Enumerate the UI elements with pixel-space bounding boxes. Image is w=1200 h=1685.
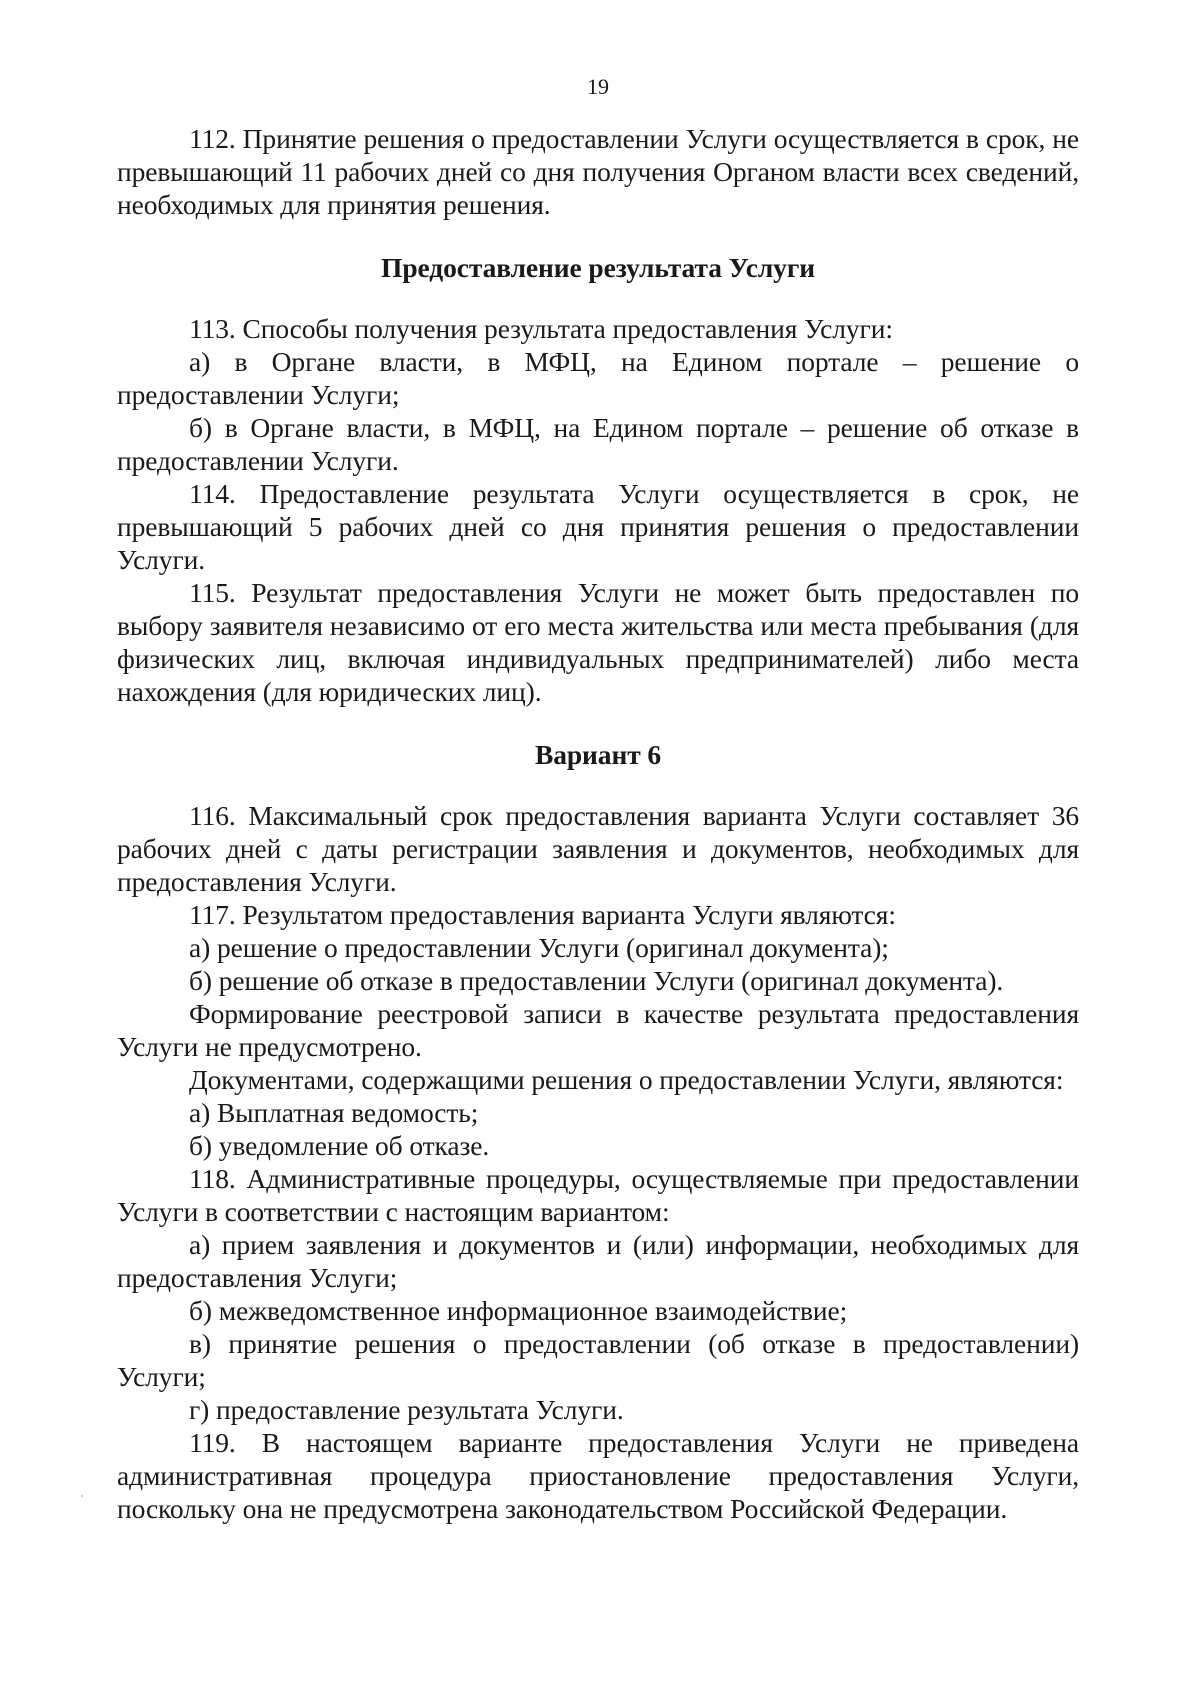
- paragraph-118-c: в) принятие решения о предоставлении (об отказе в предоставлении) Услуги;: [117, 1328, 1079, 1392]
- scan-artifact: [81, 1495, 83, 1497]
- paragraph-117-b: б) решение об отказе в предоставлении Услуги (оригинал документа).: [189, 965, 1004, 996]
- paragraph-118-b: б) межведомственное информационное взаимодействие;: [189, 1295, 848, 1326]
- paragraph-117-a: а) решение о предоставлении Услуги (оригинал документа);: [189, 932, 889, 963]
- spacer: [117, 771, 1079, 799]
- paragraph-117: 117. Результатом предоставления варианта Услуги являются:: [189, 899, 896, 930]
- paragraph-119: 119. В настоящем варианте предоставления Услуги не приведена административная процедура приостановление предоставления Услуги, поскольку она не предусмотрена законодательством Российской Федерации.: [117, 1427, 1079, 1524]
- section-heading-result: Предоставление результата Услуги: [381, 252, 815, 283]
- paragraph-113: 113. Способы получения результата предоставления Услуги:: [189, 313, 893, 344]
- page-number: 19: [587, 74, 609, 99]
- paragraph-115: 115. Результат предоставления Услуги не может быть предоставлен по выбору заявителя независимо от его места жительства или места пребывания (для физических лиц, включая индивидуальных предпринимателей) либо места нахождения (для юридических лиц).: [117, 577, 1079, 707]
- paragraph-registry-record: Формирование реестровой записи в качестве результата предоставления Услуги не предусмотрено.: [117, 998, 1079, 1062]
- paragraph-113-b: б) в Органе власти, в МФЦ, на Едином портале – решение об отказе в предоставлении Услуги.: [117, 412, 1079, 476]
- paragraph-documents-a: а) Выплатная ведомость;: [189, 1097, 479, 1128]
- paragraph-113-a: а) в Органе власти, в МФЦ, на Едином портале – решение о предоставлении Услуги;: [117, 346, 1079, 410]
- paragraph-decision-documents: Документами, содержащими решения о предоставлении Услуги, являются:: [189, 1064, 1064, 1095]
- paragraph-114: 114. Предоставление результата Услуги осуществляется в срок, не превышающий 5 рабочих дней со дня принятия решения о предоставлении Услуги.: [117, 478, 1079, 575]
- paragraph-118-a: а) прием заявления и документов и (или) информации, необходимых для предоставления Услуги;: [117, 1229, 1079, 1293]
- paragraph-documents-b: б) уведомление об отказе.: [189, 1130, 490, 1161]
- paragraph-118: 118. Административные процедуры, осуществляемые при предоставлении Услуги в соответствии с настоящим вариантом:: [117, 1163, 1079, 1227]
- section-heading-variant-6: Вариант 6: [534, 739, 662, 770]
- paragraph-118-d: г) предоставление результата Услуги.: [189, 1394, 624, 1425]
- document-page: [117, 74, 1079, 1674]
- paragraph-116: 116. Максимальный срок предоставления варианта Услуги составляет 36 рабочих дней с даты регистрации заявления и документов, необходимых для предоставления Услуги.: [117, 800, 1079, 897]
- spacer: [117, 708, 1079, 738]
- paragraph-112: 112. Принятие решения о предоставлении Услуги осуществляется в срок, не превышающий 11 рабочих дней со дня получения Органом власти всех сведений, необходимых для принятия решения.: [117, 123, 1079, 220]
- spacer: [117, 221, 1079, 251]
- spacer: [117, 284, 1079, 312]
